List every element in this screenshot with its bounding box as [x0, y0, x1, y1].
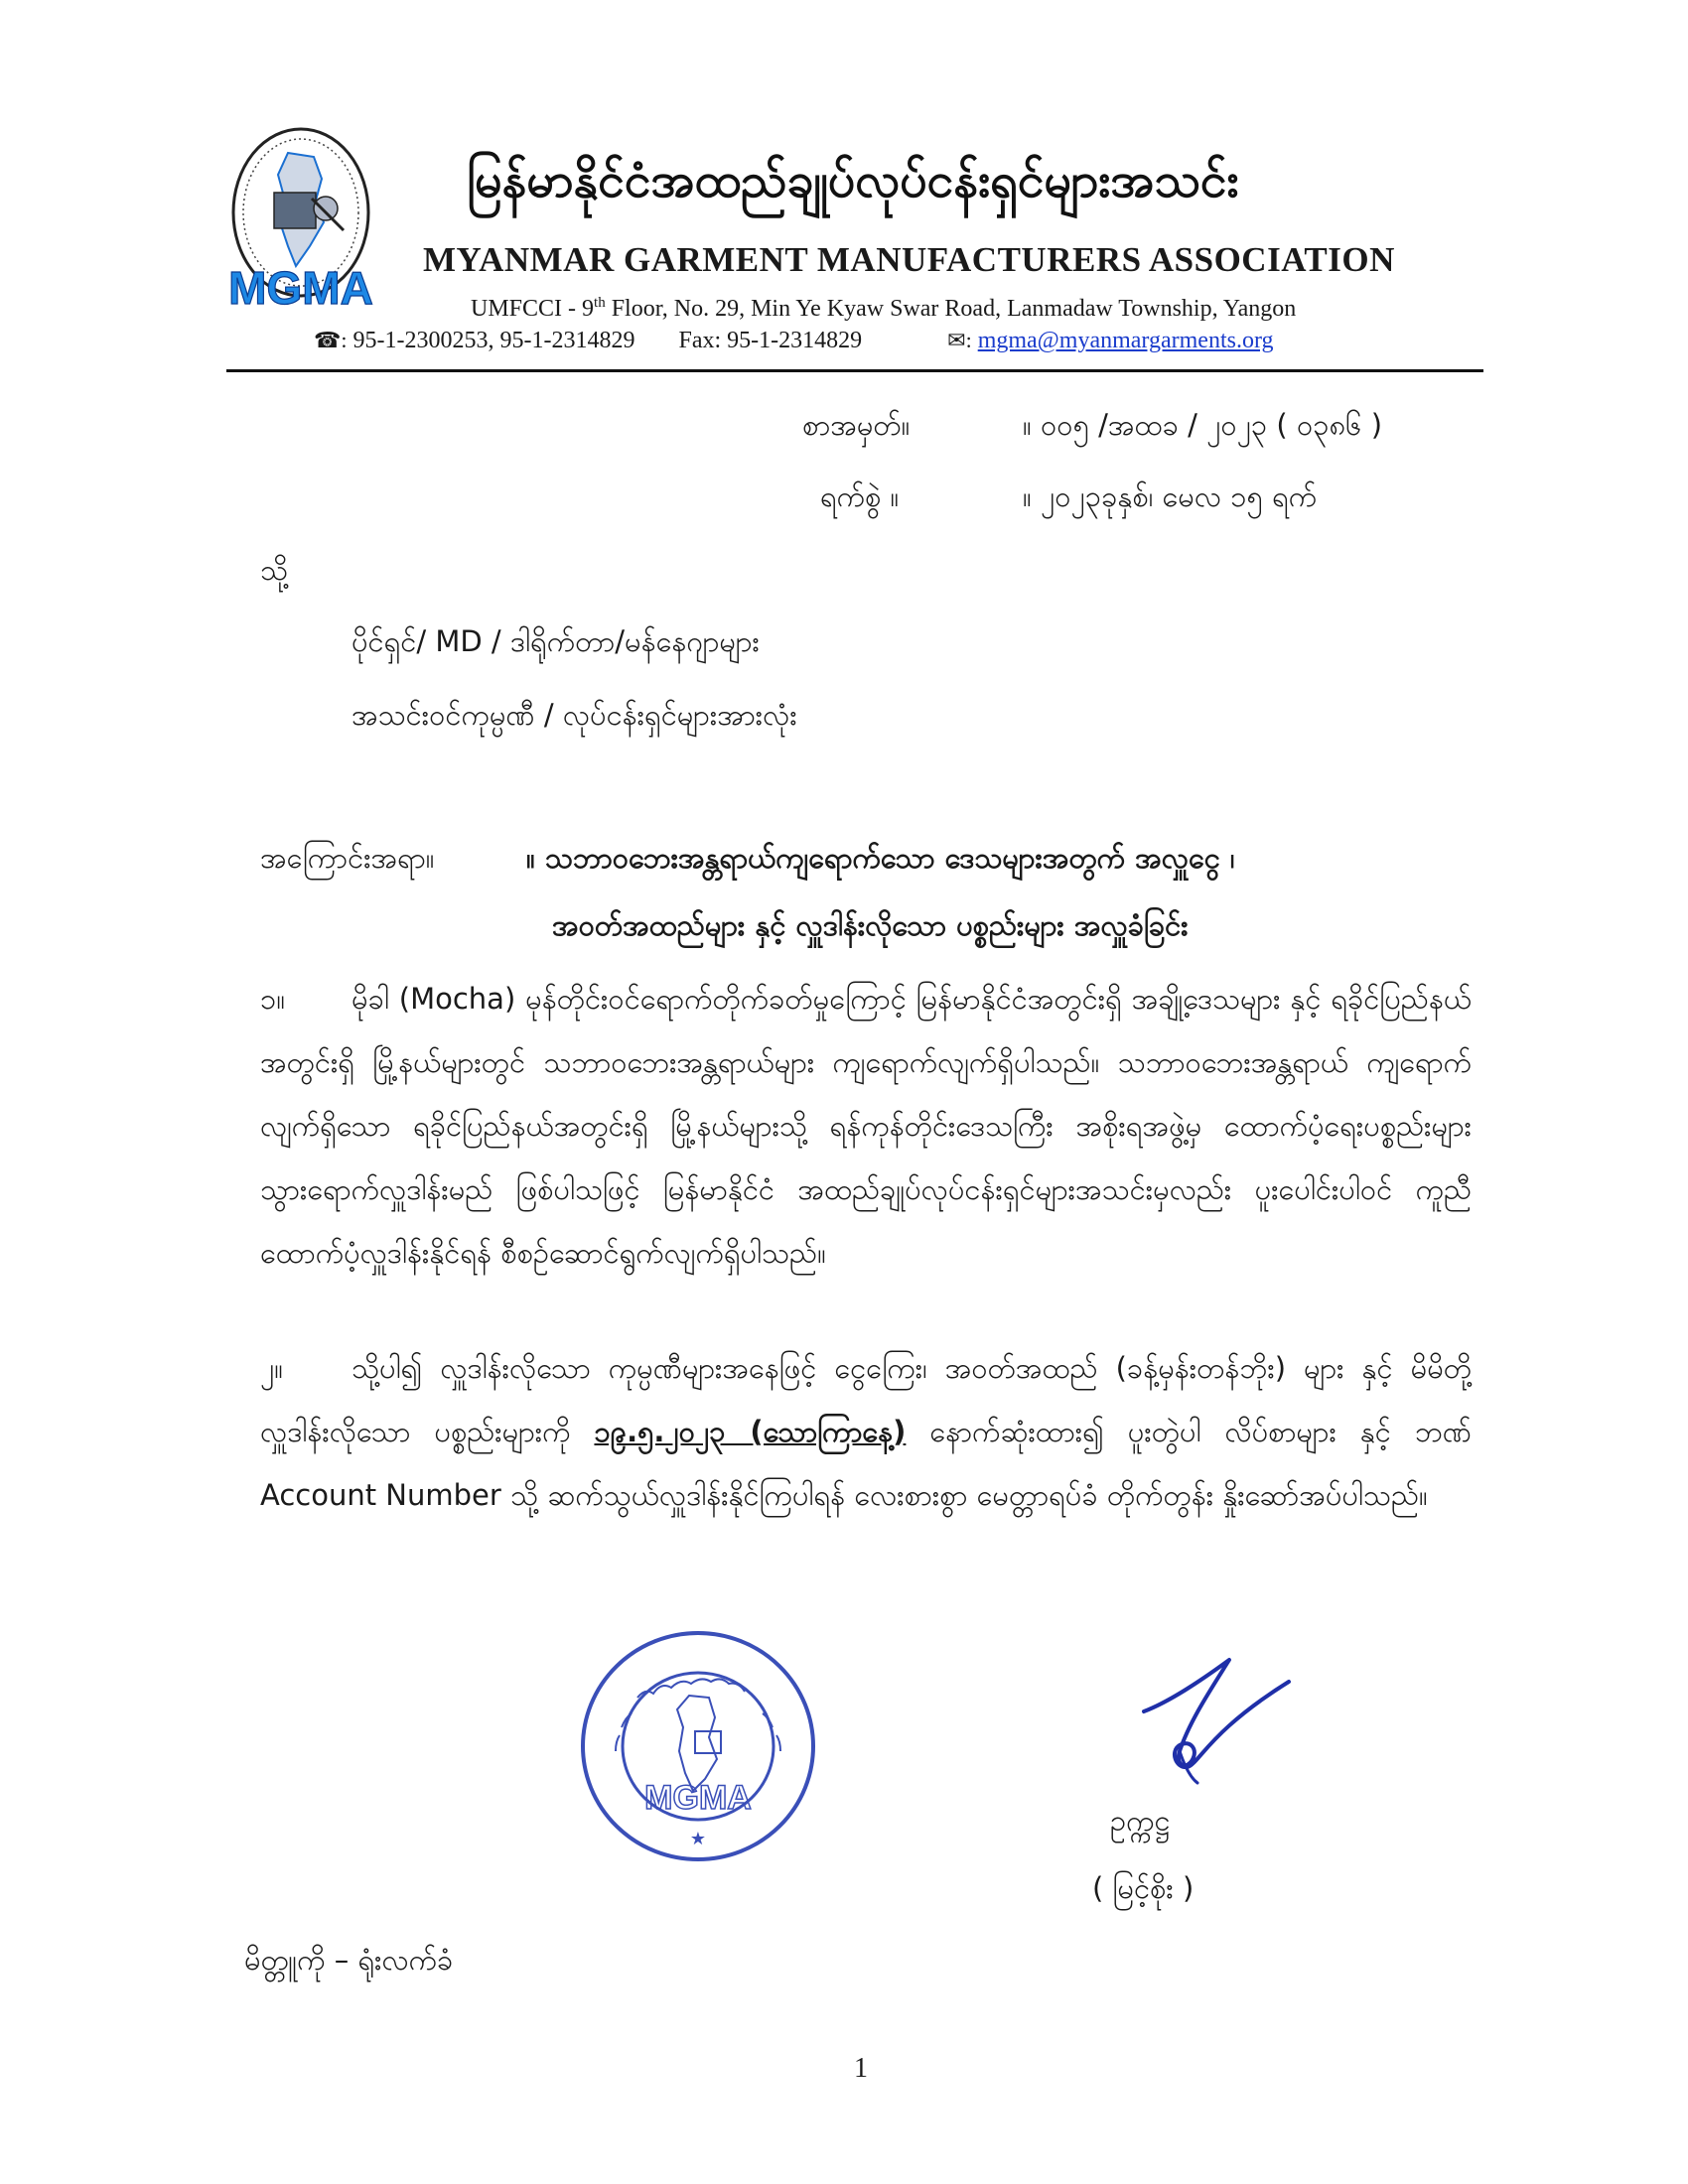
signer-name: ( မြင့်စိုး ) [1092, 1871, 1195, 1905]
paragraph-2-number: ၂။ [260, 1351, 284, 1385]
paragraph-1-text: မိုခါ (Mocha) မုန်တိုင်းဝင်ရောက်တိုက်ခတ်မှုကြောင့် မြန်မာနိုင်ငံအတွင်းရှိ အချို့ဒေသများ နှင့် ရခိုင်ပြည်နယ်အတွင်းရှိ မြို့နယ်များတွင် သဘာဝဘေးအန္တရာယ်များ ကျရောက်လျက်ရှိပါသည်။ သဘာဝဘေးအန္တရာယ် ကျရောက်လျက်ရှိသော ရခိုင်ပြည်နယ်အတွင်းရှိ မြို့နယ်များသို့ ရန်ကုန်တိုင်းဒေသကြီး အစိုးရအဖွဲ့မှ ထောက်ပံ့ရေးပစ္စည်းများ သွားရောက်လှူဒါန်းမည် ဖြစ်ပါသဖြင့် မြန်မာနိုင်ငံ အထည်ချုပ်လုပ်ငန်းရှင်များအသင်းမှလည်း ပူးပေါင်းပါဝင် ကူညီထောက်ပံ့လှူဒါန်းနိုင်ရန် စီစဉ်ဆောင်ရွက်လျက်ရှိပါသည်။ [260, 982, 1472, 1270]
logo-text: MGMA [228, 262, 373, 314]
subject-label: အကြောင်းအရာ။ [260, 841, 435, 875]
svg-text:★: ★ [689, 1829, 707, 1849]
subject-line-2: အဝတ်အထည်များ နှင့် လှူဒါန်းလိုသော ပစ္စည်းများ အလှူခံခြင်း [552, 908, 1189, 942]
paragraph-2-text-a: သို့ပါ၍ လှူဒါန်းလိုသော ကုမ္ပဏီများအနေဖြင့် ငွေကြေး၊ အဝတ်အထည် (ခန့်မှန်းတန်ဘိုး) များ နှင့် မိမိတို့ လှူဒါန်းလိုသော ပစ္စည်းများကို [260, 1351, 1472, 1448]
recipient-line-1: ပိုင်ရှင်/ MD / ဒါရိုက်တာ/မန်နေဂျာများ [352, 624, 760, 658]
signer-title: ဥက္ကဋ္ဌ [1110, 1804, 1171, 1838]
email-link[interactable]: mgma@myanmargarments.org [977, 328, 1274, 353]
reference-label: စာအမှတ်။ [802, 408, 911, 442]
paragraph-2-text-b: နောက်ဆုံးထား၍ ပူးတွဲပါ လိပ်စာများ နှင့် ဘဏ် Account Number သို့ ဆက်သွယ်လှူဒါန်းနိုင်ကြပါရန် လေးစားစွာ မေတ္တာရပ်ခံ တိုက်တွန်း နှိုးဆော်အပ်ပါသည်။ [260, 1415, 1472, 1512]
header-divider [226, 369, 1483, 372]
date-label: ရက်စွဲ ။ [820, 479, 900, 513]
org-address: UMFCCI - 9th Floor, No. 29, Min Ye Kyaw Swar Road, Lanmadaw Township, Yangon [471, 295, 1297, 322]
seal-text: MGMA [644, 1779, 752, 1817]
org-name-english: MYANMAR GARMENT MANUFACTURERS ASSOCIATION [423, 240, 1395, 279]
official-seal [578, 1628, 818, 1864]
subject-line-1: ။ သဘာဝဘေးအန္တရာယ်ကျရောက်သော ဒေသများအတွက် အလှူငွေ ၊ [526, 841, 1235, 875]
contact-line [314, 328, 1274, 354]
page-number: 1 [854, 2053, 868, 2084]
fax-number: Fax: 95-1-2314829 [678, 328, 863, 353]
copy-to: မိတ္တူကို – ရုံးလက်ခံ [244, 1943, 454, 1977]
mail-icon: ✉: [947, 328, 972, 352]
to-label: သို့ [260, 553, 289, 587]
phone-icon: ☎: [314, 328, 348, 352]
recipient-line-2: အသင်းဝင်ကုမ္ပဏီ / လုပ်ငန်းရှင်များအားလုံး [352, 698, 797, 732]
paragraph-2 [260, 1336, 1472, 1527]
org-name-myanmar: မြန်မာနိုင်ငံအထည်ချုပ်လုပ်ငန်းရှင်များအသင်း [467, 153, 1239, 208]
reference-number: ။ ၀၀၅ /အထခ / ၂၀၂၃ ( ၀၃၈၆ ) [1023, 408, 1383, 442]
phone-numbers: 95-1-2300253, 95-1-2314829 [352, 328, 635, 353]
deadline-date: ၁၉.၅.၂၀၂၃ (သောကြာနေ့) [594, 1415, 907, 1448]
letter-date: ။ ၂၀၂၃ခုနှစ်၊ မေလ ၁၅ ရက် [1023, 479, 1318, 513]
handwritten-signature [1140, 1652, 1299, 1791]
mgma-logo [226, 127, 375, 314]
paragraph-1-number: ၁။ [260, 982, 286, 1016]
paragraph-1 [260, 967, 1472, 1285]
